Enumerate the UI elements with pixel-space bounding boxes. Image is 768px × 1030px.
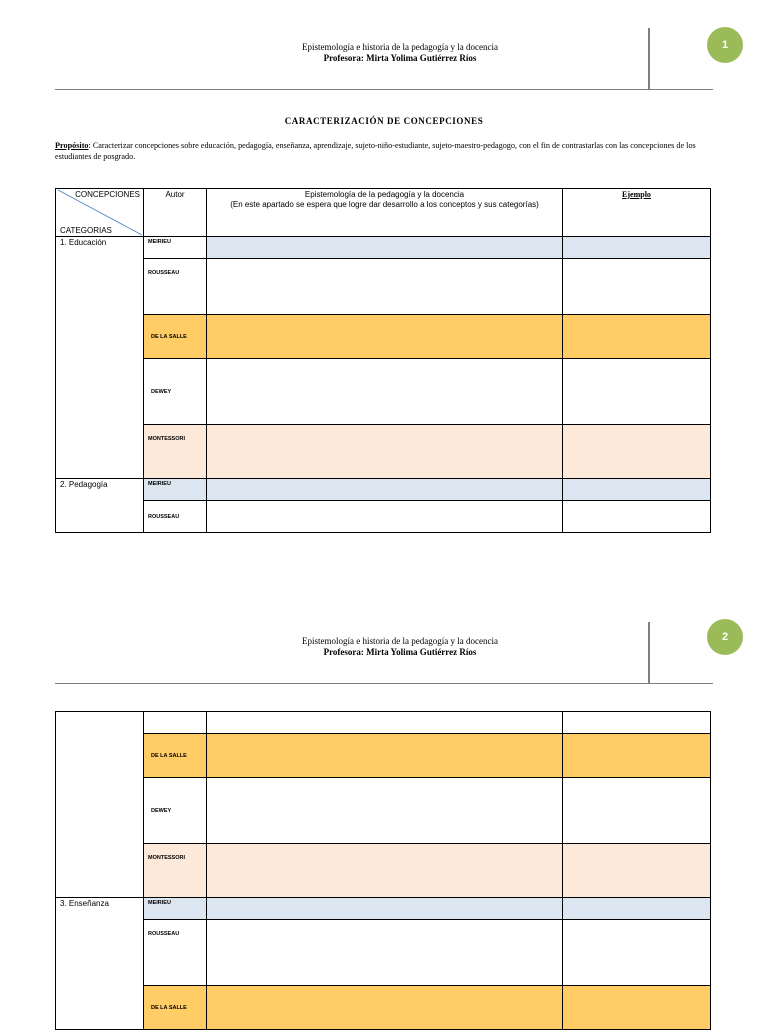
table-row	[56, 920, 711, 986]
purpose-label: Propósito	[55, 141, 89, 150]
header-divider	[648, 28, 650, 90]
page-number-badge: 1	[707, 27, 743, 63]
purpose-paragraph	[55, 141, 713, 162]
header-rule	[55, 89, 713, 90]
professor-name: Profesora: Mirta Yolima Gutiérrez Ríos	[323, 53, 477, 63]
author-de-la-salle: DE LA SALLE	[144, 315, 207, 359]
epistemology-cell[interactable]	[207, 315, 563, 359]
author-de-la-salle: DE LA SALLE	[144, 986, 207, 1030]
epistemology-cell[interactable]	[207, 425, 563, 479]
example-cell[interactable]	[563, 844, 711, 898]
author-montessori: MONTESSORI	[144, 425, 207, 479]
page-2	[0, 594, 768, 1024]
author-cell	[144, 712, 207, 734]
epistemology-title: Epistemología de la pedagogía y la docencia	[304, 190, 465, 199]
epistemology-cell[interactable]	[207, 712, 563, 734]
epistemology-cell[interactable]	[207, 844, 563, 898]
category-ensenanza: 3. Enseñanza	[56, 898, 144, 1030]
epistemology-cell[interactable]	[207, 986, 563, 1030]
ejemplo-header	[563, 189, 711, 237]
diagonal-header-cell	[56, 189, 144, 237]
author-montessori: MONTESSORI	[144, 844, 207, 898]
epistemology-cell[interactable]	[207, 501, 563, 533]
table-row	[56, 479, 711, 501]
epistemology-cell[interactable]	[207, 359, 563, 425]
table-row	[56, 734, 711, 778]
epistemology-subtitle: (En este apartado se espera que logre dar desarrollo a los conceptos y sus categorías)	[230, 200, 539, 209]
category-educacion: 1. Educación	[56, 237, 144, 479]
table-row	[56, 712, 711, 734]
epistemology-cell[interactable]	[207, 734, 563, 778]
example-cell[interactable]	[563, 359, 711, 425]
author-rousseau: ROUSSEAU	[144, 501, 207, 533]
autor-header: Autor	[144, 189, 207, 237]
course-title: Epistemología e historia de la pedagogía y la docencia	[302, 636, 498, 646]
table-row	[56, 359, 711, 425]
epistemology-cell[interactable]	[207, 898, 563, 920]
example-cell[interactable]	[563, 712, 711, 734]
example-cell[interactable]	[563, 501, 711, 533]
table-row	[56, 898, 711, 920]
example-cell[interactable]	[563, 315, 711, 359]
page-number-badge: 2	[707, 619, 743, 655]
example-cell[interactable]	[563, 237, 711, 259]
example-cell[interactable]	[563, 986, 711, 1030]
table-row	[56, 237, 711, 259]
author-meirieu: MEIRIEU	[144, 898, 207, 920]
page-header	[140, 42, 660, 64]
category-pedagogia: 2. Pedagogía	[56, 479, 144, 533]
example-cell[interactable]	[563, 920, 711, 986]
example-cell[interactable]	[563, 778, 711, 844]
concepciones-label: CONCEPCIONES	[75, 190, 140, 199]
epistemology-cell[interactable]	[207, 920, 563, 986]
header-divider	[648, 622, 650, 684]
table-header-row	[56, 189, 711, 237]
category-cell-continued	[56, 712, 144, 898]
document-title: CARACTERIZACIÓN DE CONCEPCIONES	[284, 116, 484, 126]
author-meirieu: MEIRIEU	[144, 479, 207, 501]
author-de-la-salle: DE LA SALLE	[144, 734, 207, 778]
example-cell[interactable]	[563, 425, 711, 479]
ejemplo-label: Ejemplo	[622, 190, 651, 199]
example-cell[interactable]	[563, 898, 711, 920]
author-rousseau: ROUSSEAU	[144, 259, 207, 315]
example-cell[interactable]	[563, 259, 711, 315]
epistemology-cell[interactable]	[207, 479, 563, 501]
epistemology-cell[interactable]	[207, 778, 563, 844]
author-meirieu: MEIRIEU	[144, 237, 207, 259]
purpose-text: : Caracterizar concepciones sobre educación, pedagogía, enseñanza, aprendizaje, sujeto-niño-estudiante, sujeto-maestro-pedagogo, con el fin de contrastarlas con las concepciones de los estudiantes de posgrado.	[55, 141, 696, 161]
author-dewey: DEWEY	[144, 778, 207, 844]
example-cell[interactable]	[563, 734, 711, 778]
concepts-table-continued	[55, 711, 711, 1030]
example-cell[interactable]	[563, 479, 711, 501]
table-row	[56, 844, 711, 898]
table-row	[56, 425, 711, 479]
epistemology-header	[207, 189, 563, 237]
table-row	[56, 778, 711, 844]
table-row	[56, 501, 711, 533]
concepts-table	[55, 188, 711, 533]
page-header	[140, 636, 660, 658]
author-dewey: DEWEY	[144, 359, 207, 425]
header-rule	[55, 683, 713, 684]
professor-name: Profesora: Mirta Yolima Gutiérrez Ríos	[323, 647, 477, 657]
table-row	[56, 259, 711, 315]
categorias-label: CATEGORIAS	[60, 226, 112, 235]
table-row	[56, 986, 711, 1030]
epistemology-cell[interactable]	[207, 259, 563, 315]
course-title: Epistemología e historia de la pedagogía y la docencia	[302, 42, 498, 52]
epistemology-cell[interactable]	[207, 237, 563, 259]
table-row	[56, 315, 711, 359]
author-rousseau: ROUSSEAU	[144, 920, 207, 986]
